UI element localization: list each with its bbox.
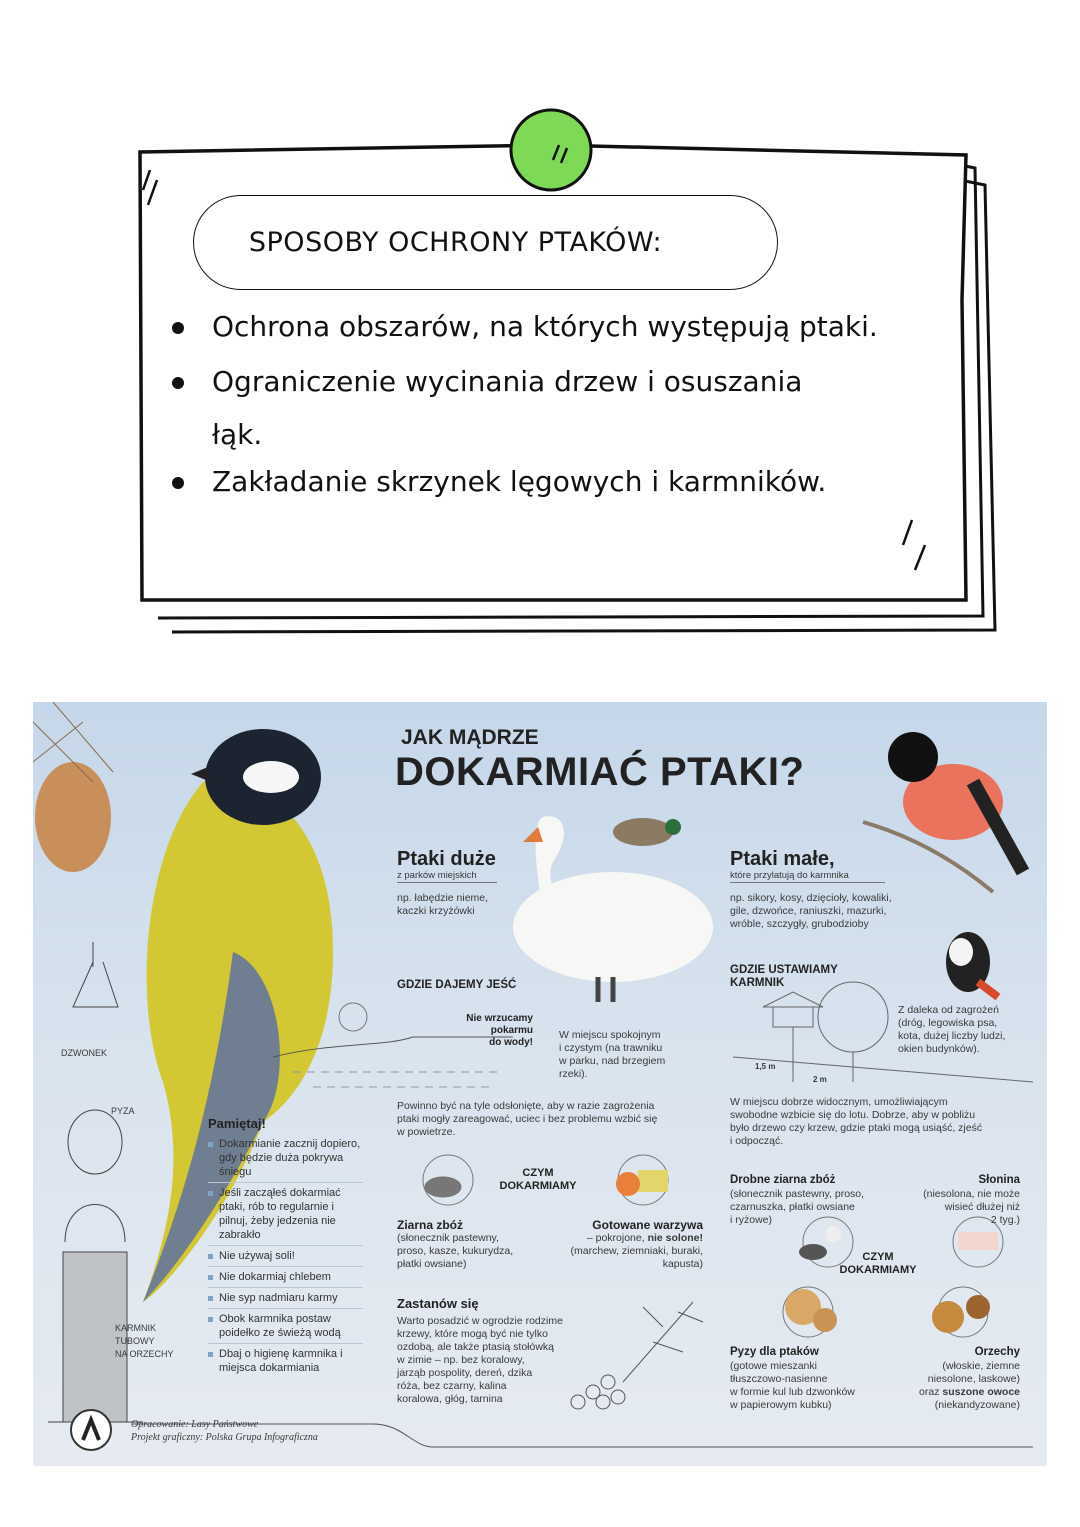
small-birds-subtitle: które przylatują do karmnika [730,869,885,883]
big-grain-text: (słonecznik pastewny, proso, kasze, kukurydza, płatki owsiane) [397,1232,514,1270]
big-birds-title: Ptaki duże [397,848,496,870]
remember-title: Pamiętaj! [208,1116,266,1131]
small-feed-title: CZYM DOKARMIAMY [839,1251,917,1276]
remember-item: Dbaj o higienę karmnika i miejsca dokarmiania [208,1344,363,1378]
tube-feeder-icon [48,1205,143,1423]
think-text: Warto posadzić w ogrodzie rodzime krzewy, które mogą być nie tylko ozdobą, ale także ptasią stołówką w zimie – np. bez koralowy, jarząb pospolity, dereń, dzika róża, bez czarny, kalina koralowa, głóg, tarnina [397,1315,563,1405]
feeding-infographic [33,702,1047,1466]
ball-label: PYZA [111,1106,135,1116]
distance-label: 2 m [813,1075,827,1084]
bell-label: DZWONEK [61,1048,107,1058]
nuts-text: (włoskie, ziemne niesolone, laskowe) oraz suszone owoce (niekandyzowane) [919,1360,1020,1411]
big-open-text: Powinno być na tyle odsłonięte, aby w razie zagrożenia ptaki mogły zareagować, uciec i bez problemu wzbić się w powietrze. [397,1100,658,1138]
rowan-branch-sketch [571,1302,703,1409]
visible-text: W miejscu dobrze widocznym, umożliwiającym swobodne wzbicie się do lotu. Dobrze, aby w pobliżu było drzewo czy krzew, gdzie ptaki mogą usiąść, zjeść i odpocząć. [730,1096,983,1147]
bell-feeder-icon [73,942,118,1007]
water-warning: Nie wrzucamy pokarmu do wody! [466,1013,533,1048]
veg-title: Gotowane warzywa [592,1218,703,1232]
small-grain-title: Drobne ziarna zbóż [730,1174,836,1186]
small-where-title: GDZIE USTAWIAMY KARMNIK [730,964,838,989]
lard-title: Słonina [978,1174,1020,1186]
title-small: JAK MĄDRZE [401,726,539,749]
bullfinch-image [863,732,1023,892]
title-big: DOKARMIAĆ PTAKI? [395,750,805,794]
mallard-image [613,818,673,846]
pin-icon [511,110,591,190]
remember-item: Jeśli zacząłeś dokarmiać ptaki, rób to regularnie i pilnuj, żeby jedzenia nie zabrakło [208,1183,363,1246]
ball-feeder-icon [68,1110,122,1174]
small-grain-text: (słonecznik pastewny, proso, czarnuszka, płatki owsiane i ryżowe) [730,1188,865,1226]
big-grain-title: Ziarna zbóż [397,1218,464,1232]
remember-item: Nie syp nadmiaru karmy [208,1288,363,1309]
card-title: SPOSOBY OCHRONY PTAKÓW: [193,195,778,290]
balls-text: (gotowe mieszanki tłuszczowo-nasienne w formie kul lub dzwonków w papierowym kubku) [730,1360,855,1411]
danger-text: Z daleka od zagrożeń (dróg, legowiska psa, kota, dużej liczby ludzi, okien budynków). [898,1004,1006,1055]
suet-ball-image [35,762,111,872]
remember-item: Nie używaj soli! [208,1246,363,1267]
remember-item: Nie dokarmiaj chlebem [208,1267,363,1288]
big-where-title: GDZIE DAJEMY JEŚĆ [397,979,517,991]
swan-image [513,816,713,1002]
think-title: Zastanów się [397,1296,479,1311]
small-birds-examples: np. sikory, kosy, dzięcioły, kowaliki, gile, dzwońce, raniuszki, mazurki, wróble, szczygły, grubodzioby [730,892,892,930]
big-where-text: W miejscu spokojnym i czystym (na trawniku w parku, nad brzegiem rzeki). [559,1029,666,1080]
big-feed-title: CZYM DOKARMIAMY [499,1167,577,1192]
veg-text: – pokrojone, nie solone! (marchew, ziemniaki, buraki, kapusta) [570,1232,703,1270]
balls-title: Pyzy dla ptaków [730,1346,819,1358]
nuts-title: Orzechy [974,1346,1020,1358]
lard-text: (niesolona, nie może wisieć dłużej niż 2 tyg.) [923,1188,1020,1226]
small-birds-title: Ptaki małe, [730,848,835,870]
tube-label: KARMNIK TUBOWY NA ORZECHY [115,1323,174,1359]
remember-list [208,1134,363,1378]
big-birds-subtitle: z parków miejskich [397,869,497,883]
big-birds-examples: np. łabędzie nieme, kaczki krzyżówki [397,892,489,917]
height-label: 1,5 m [755,1062,776,1071]
remember-item: Dokarmianie zacznij dopiero, gdy będzie duża pokrywa śniegu [208,1134,363,1183]
woodpecker-image [946,932,998,997]
remember-item: Obok karmnika postaw poidełko ze świeżą wodą [208,1309,363,1344]
credits: Opracowanie: Lasy Państwowe Projekt graficzny: Polska Grupa Infograficzna [131,1419,318,1443]
